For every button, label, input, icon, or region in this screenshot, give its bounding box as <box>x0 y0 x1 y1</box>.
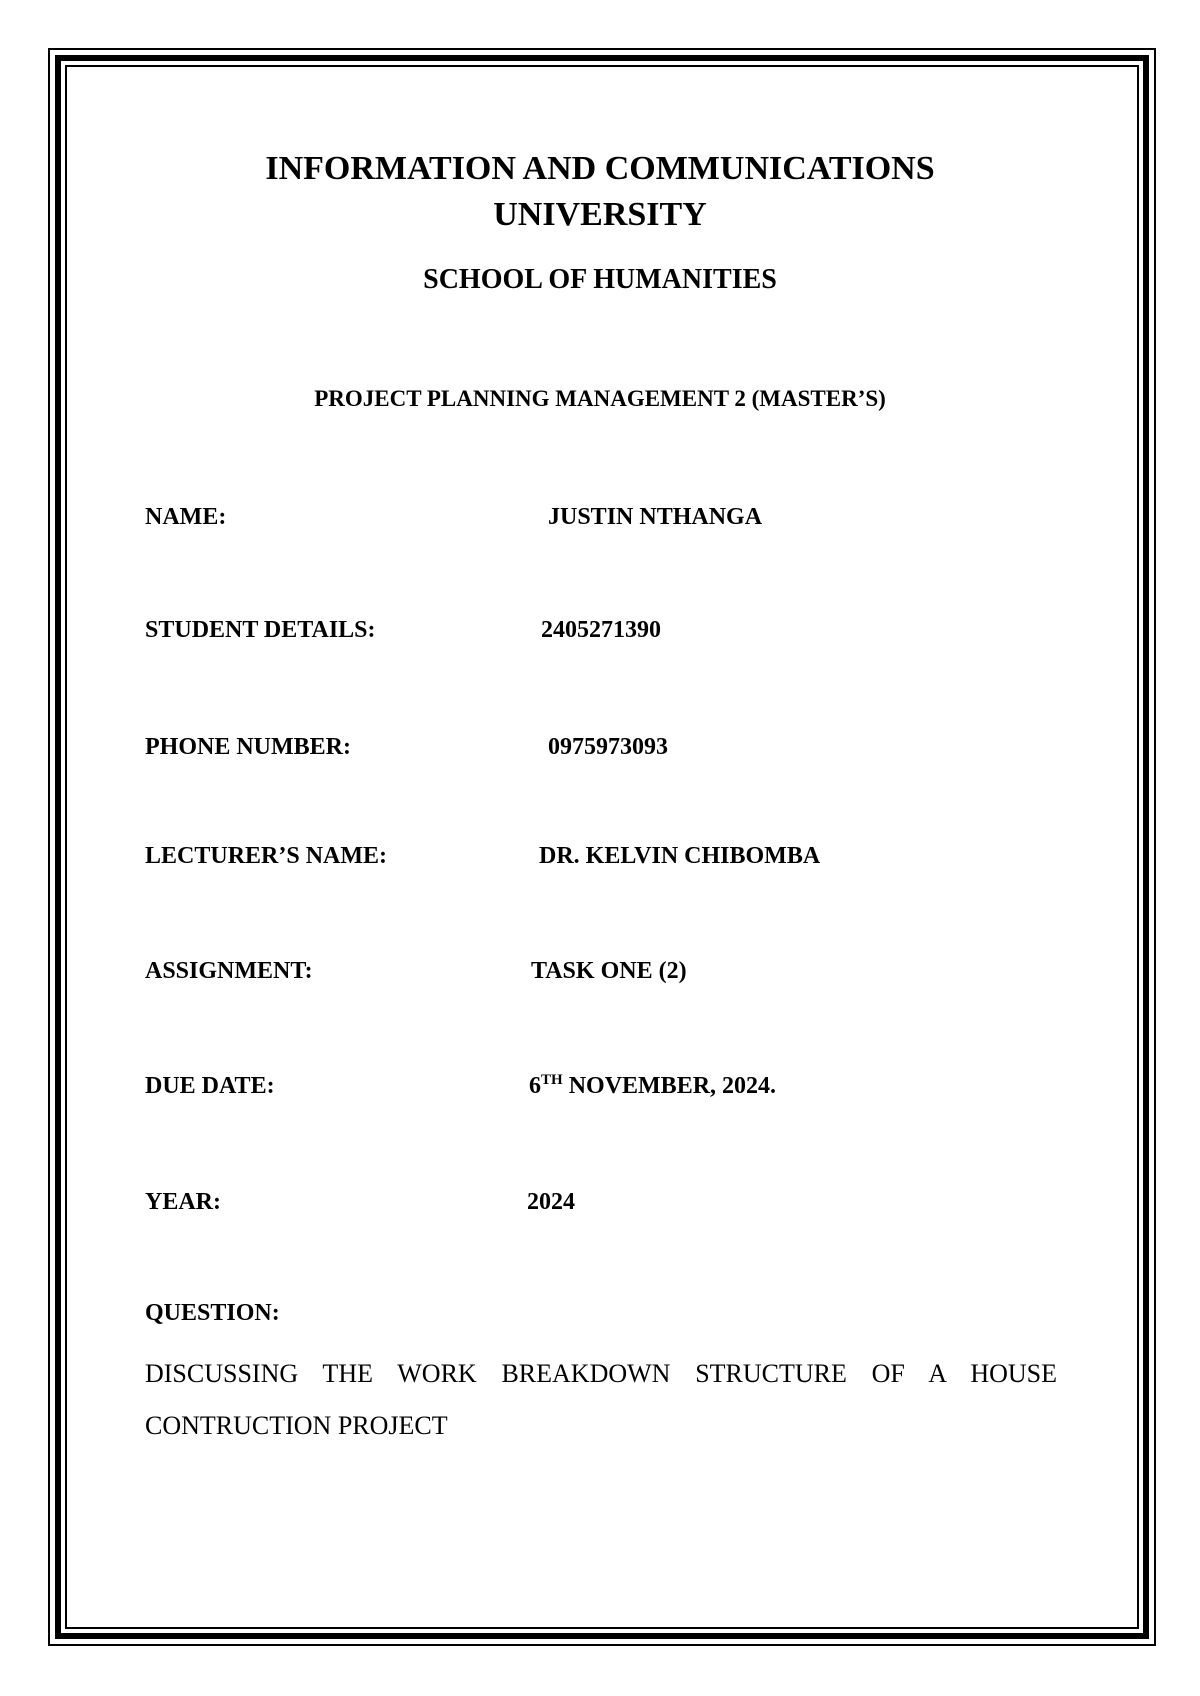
school-name: SCHOOL OF HUMANITIES <box>423 264 777 295</box>
assignment-value: TASK ONE (2) <box>531 958 687 984</box>
phone-number-value: 0975973093 <box>548 734 668 760</box>
university-title <box>0 146 1200 238</box>
lecturer-name-label: LECTURER’S NAME: <box>145 843 388 869</box>
university-title-line1: INFORMATION AND COMMUNICATIONS <box>265 150 935 187</box>
phone-number-label: PHONE NUMBER: <box>145 734 351 760</box>
question-text: DISCUSSING THE WORK BREAKDOWN STRUCTURE OF A HOUSE CONTRUCTION PROJECT <box>145 1359 1057 1440</box>
due-date-label: DUE DATE: <box>145 1073 275 1099</box>
name-value: JUSTIN NTHANGA <box>548 504 763 530</box>
student-details-value: 2405271390 <box>541 617 661 643</box>
course-title: PROJECT PLANNING MANAGEMENT 2 (MASTER’S) <box>314 386 886 411</box>
year-value: 2024 <box>527 1189 575 1215</box>
lecturer-name-value: DR. KELVIN CHIBOMBA <box>539 843 821 869</box>
student-details-label: STUDENT DETAILS: <box>145 617 376 643</box>
due-date-value <box>529 1073 776 1100</box>
name-label: NAME: <box>145 504 227 530</box>
year-label: YEAR: <box>145 1189 221 1215</box>
question-label: QUESTION: <box>145 1300 280 1326</box>
due-date-month-year: NOVEMBER, 2024. <box>562 1073 777 1099</box>
university-title-line2: UNIVERSITY <box>493 196 707 233</box>
due-date-ordinal: TH <box>541 1072 563 1088</box>
assignment-label: ASSIGNMENT: <box>145 958 313 984</box>
due-date-day: 6 <box>529 1073 541 1099</box>
